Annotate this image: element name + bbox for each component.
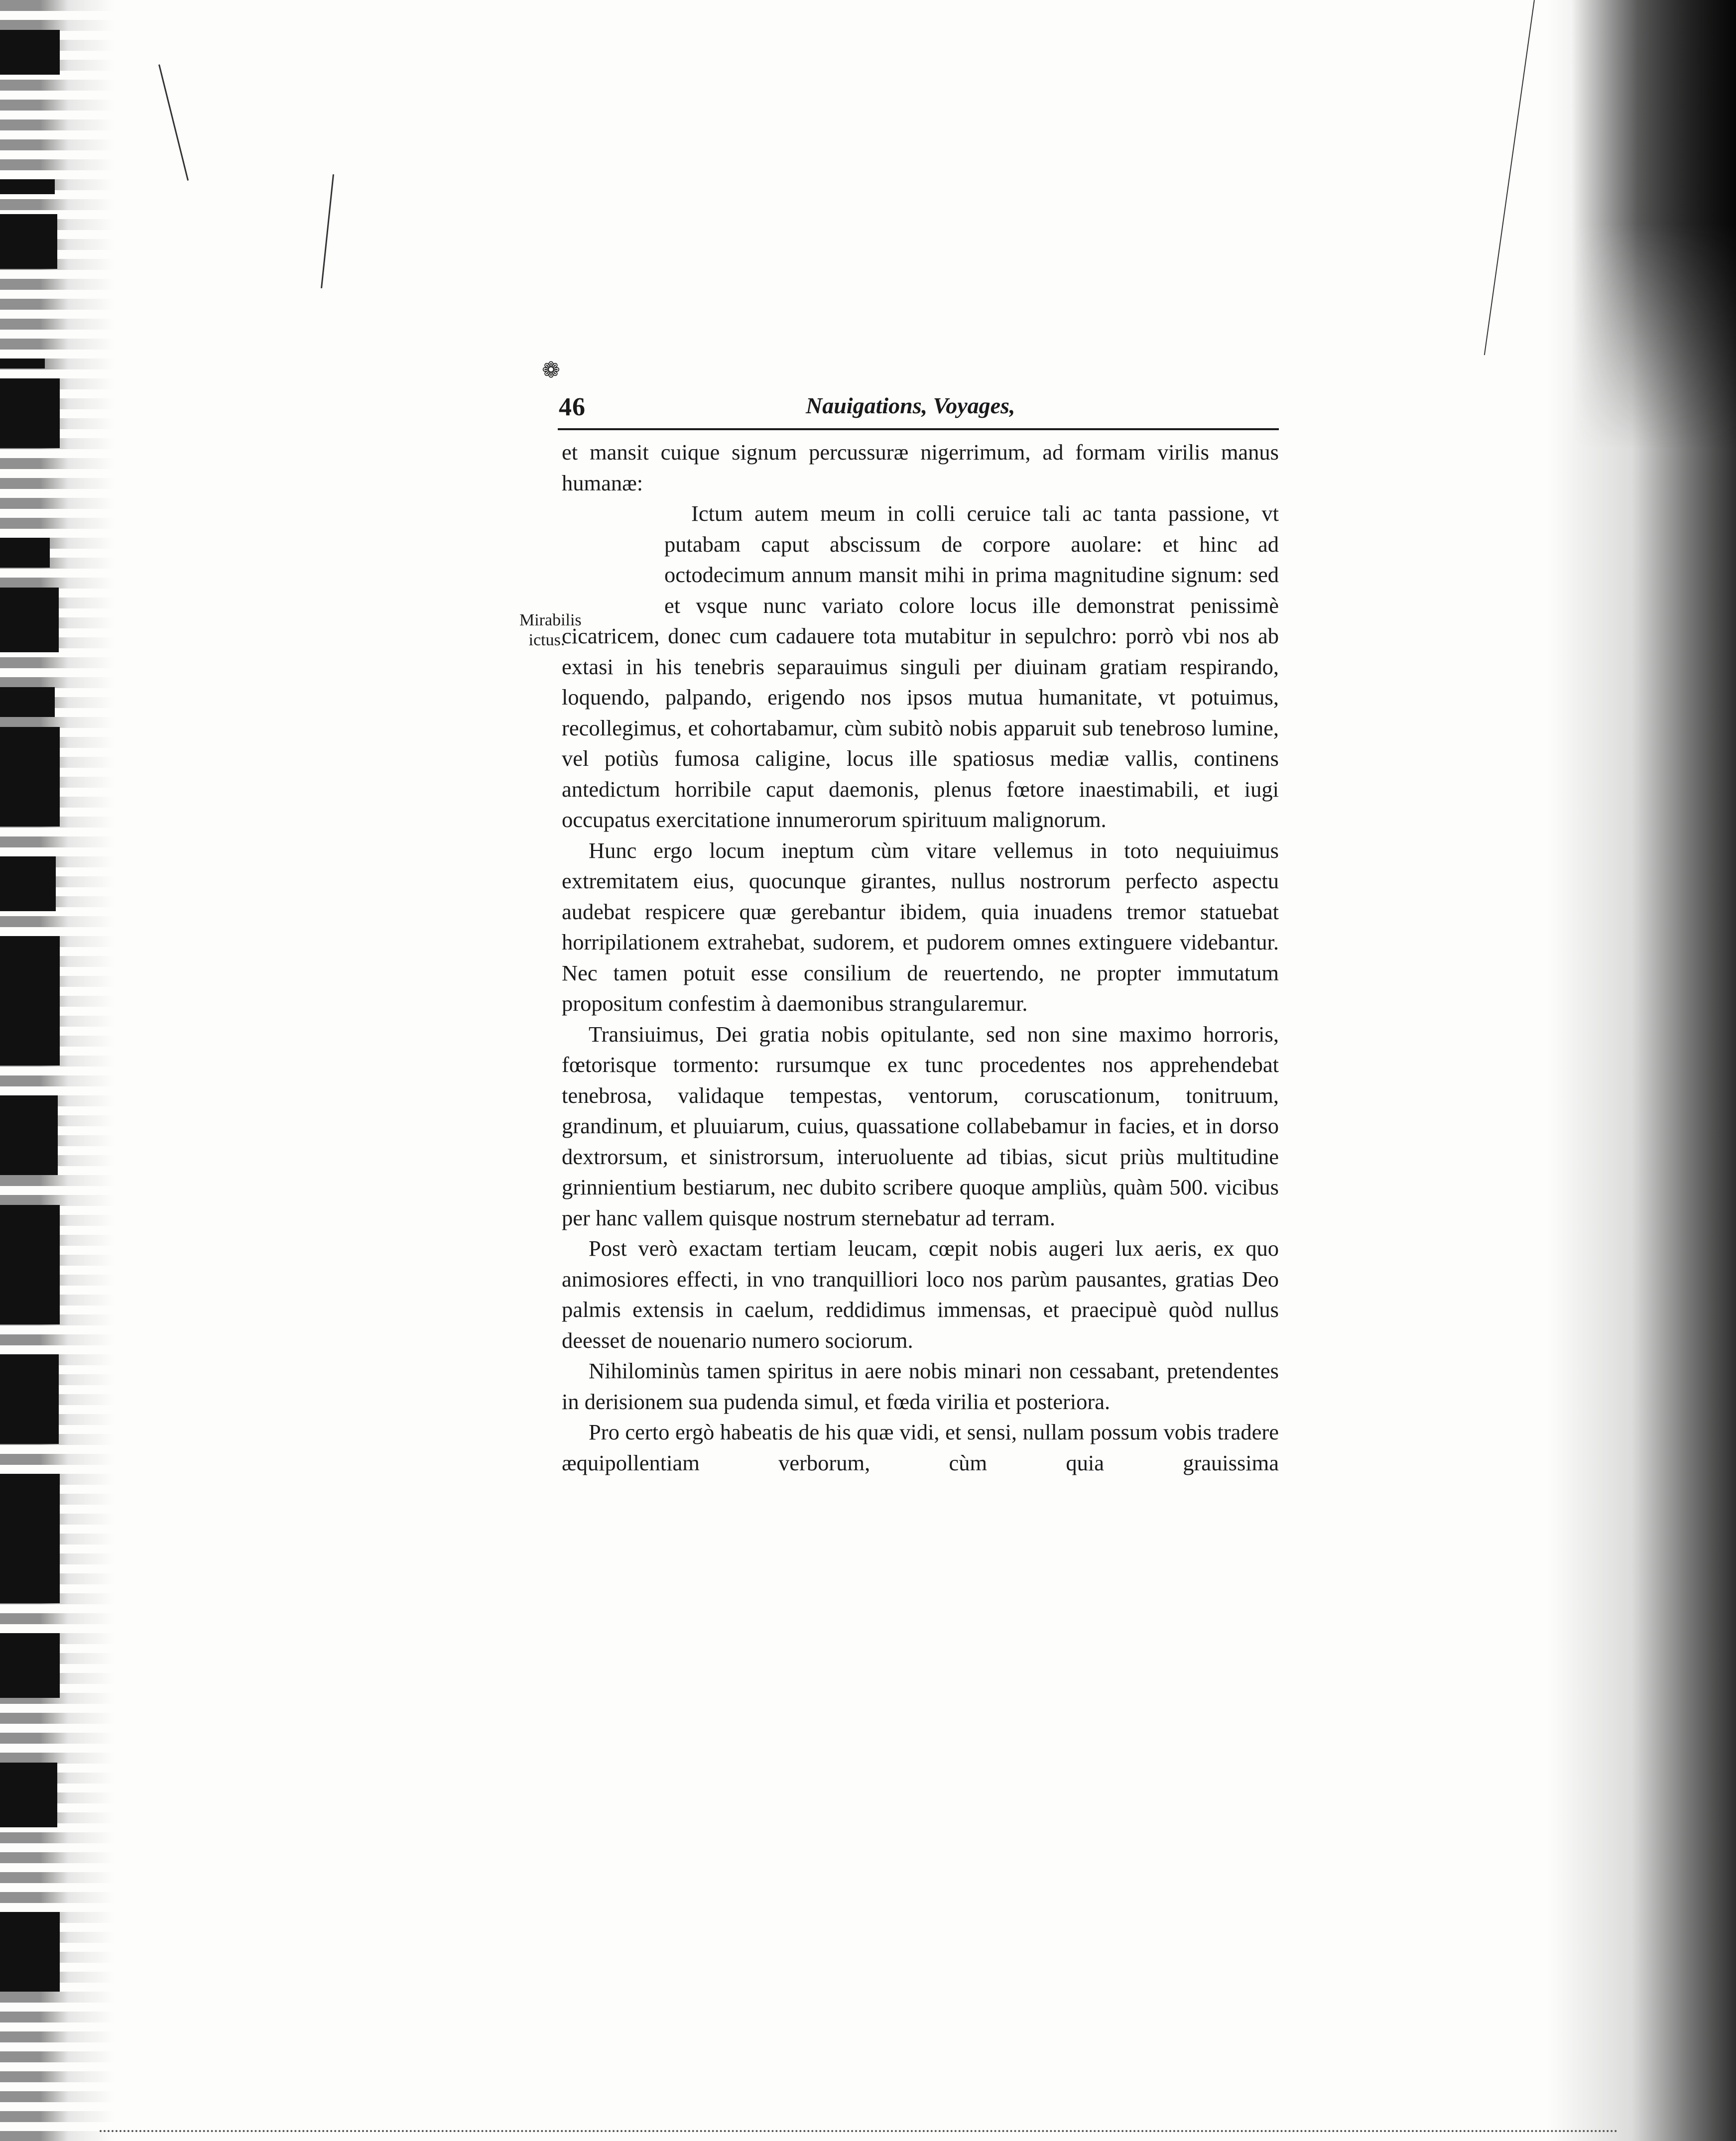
pencil-stroke [158,64,189,181]
body-text [519,437,1279,1478]
paragraph: Post verò exactam tertiam leucam, cœpit nobis augeri lux aeris, ex quo animosiores effecti, in vno tranquilliori loco nos parùm pausantes, gratias Deo palmis extensis in caelum, reddidimus immensas, et praecipuè quòd nullus deesset de nouenario numero sociorum. [562,1236,1279,1353]
scan-left-edge-marks [0,0,65,2141]
margin-note: Mirabilis ictus. [519,611,582,649]
paragraph: Pro certo ergò habeatis de his quæ vidi, et sensi, nullam possum vobis tradere æquipollentiam verborum, cùm quia grauissima [562,1420,1279,1475]
paragraph: et mansit cuique signum percussuræ nigerrimum, ad formam virilis manus humanæ: [562,440,1279,495]
paragraph: Nihilominùs tamen spiritus in aere nobis minari non cessabant, pretendentes in derisionem sua pudenda simul, et fœda virilia et posteriora. [562,1358,1279,1414]
pencil-stroke [1484,0,1535,355]
printer-ornament-icon: ❁ [542,358,560,382]
paragraph-text: Ictum autem meum in colli ceruice tali ac tanta passione, vt putabam caput abscissum de corpore auolare: et hinc ad octodecimum annum mansit mihi in prima magnitudine signum: sed et vsque nunc variato colore locus ille demonstrat penissimè cicatricem, donec cum cadauere tota mutabitur in sepulchro: porrò vbi nos ab extasi in his tenebris separauimus singuli per diuinam gratiam respirando, loquendo, palpando, erigendo nos ipsos mutua humanitate, vt potuimus, recollegimus, et cohortabamur, cùm subitò nobis apparuit sub tenebroso lumine, vel potiùs fumosa caligine, locus ille spatiosus mediæ vallis, continens antedictum horribile caput daemonis, plenus fœtore inaestimabili, et iugi occupatus exercitatione innumerorum spirituum malignorum. [562,501,1279,832]
paragraph [562,498,1279,835]
margin-note-gap [535,529,664,620]
text-block [519,388,1279,1478]
page-number: 46 [559,393,586,421]
running-title: Nauigations, Voyages, [806,393,1015,418]
paragraph: Transiuimus, Dei gratia nobis opitulante, sed non sine maximo horroris, fœtorisque tormento: rursumque ex tunc procedentes nos apprehendebat tenebrosa, validaque tempestas, ventorum, coruscationum, tonitruum, grandinum, et pluuiarum, cuius, quassatione collabebamur in facies, et in dorso dextrorsum, et sinistrorsum, interuoluente ad tibias, sicut priùs multitudine grinnientium bestiarum, nec dubito scribere quoque ampliùs, quàm 500. vicibus per hanc vallem quisque nostrum sternebatur ad terram. [562,1021,1279,1230]
pencil-stroke [321,174,334,288]
running-head [559,388,1279,423]
scan-right-corner-shadow [1572,0,1736,448]
header-rule [558,428,1279,430]
paragraph: Hunc ergo locum ineptum cùm vitare vellemus in toto nequiuimus extremitatem eius, quocunque girantes, nullus nostrorum perfecto aspectu audebat respicere quæ gerebantur ibidem, quia inuadens tremor statuebat horripilationem extrahebat, sudorem, et pudorem omnes extinguere videbantur. Nec tamen potuit esse consilium de reuertendo, ne propter immutatum propositum confestim à daemonibus strangularemur. [562,837,1279,1016]
scan-bottom-edge [100,2130,1618,2132]
